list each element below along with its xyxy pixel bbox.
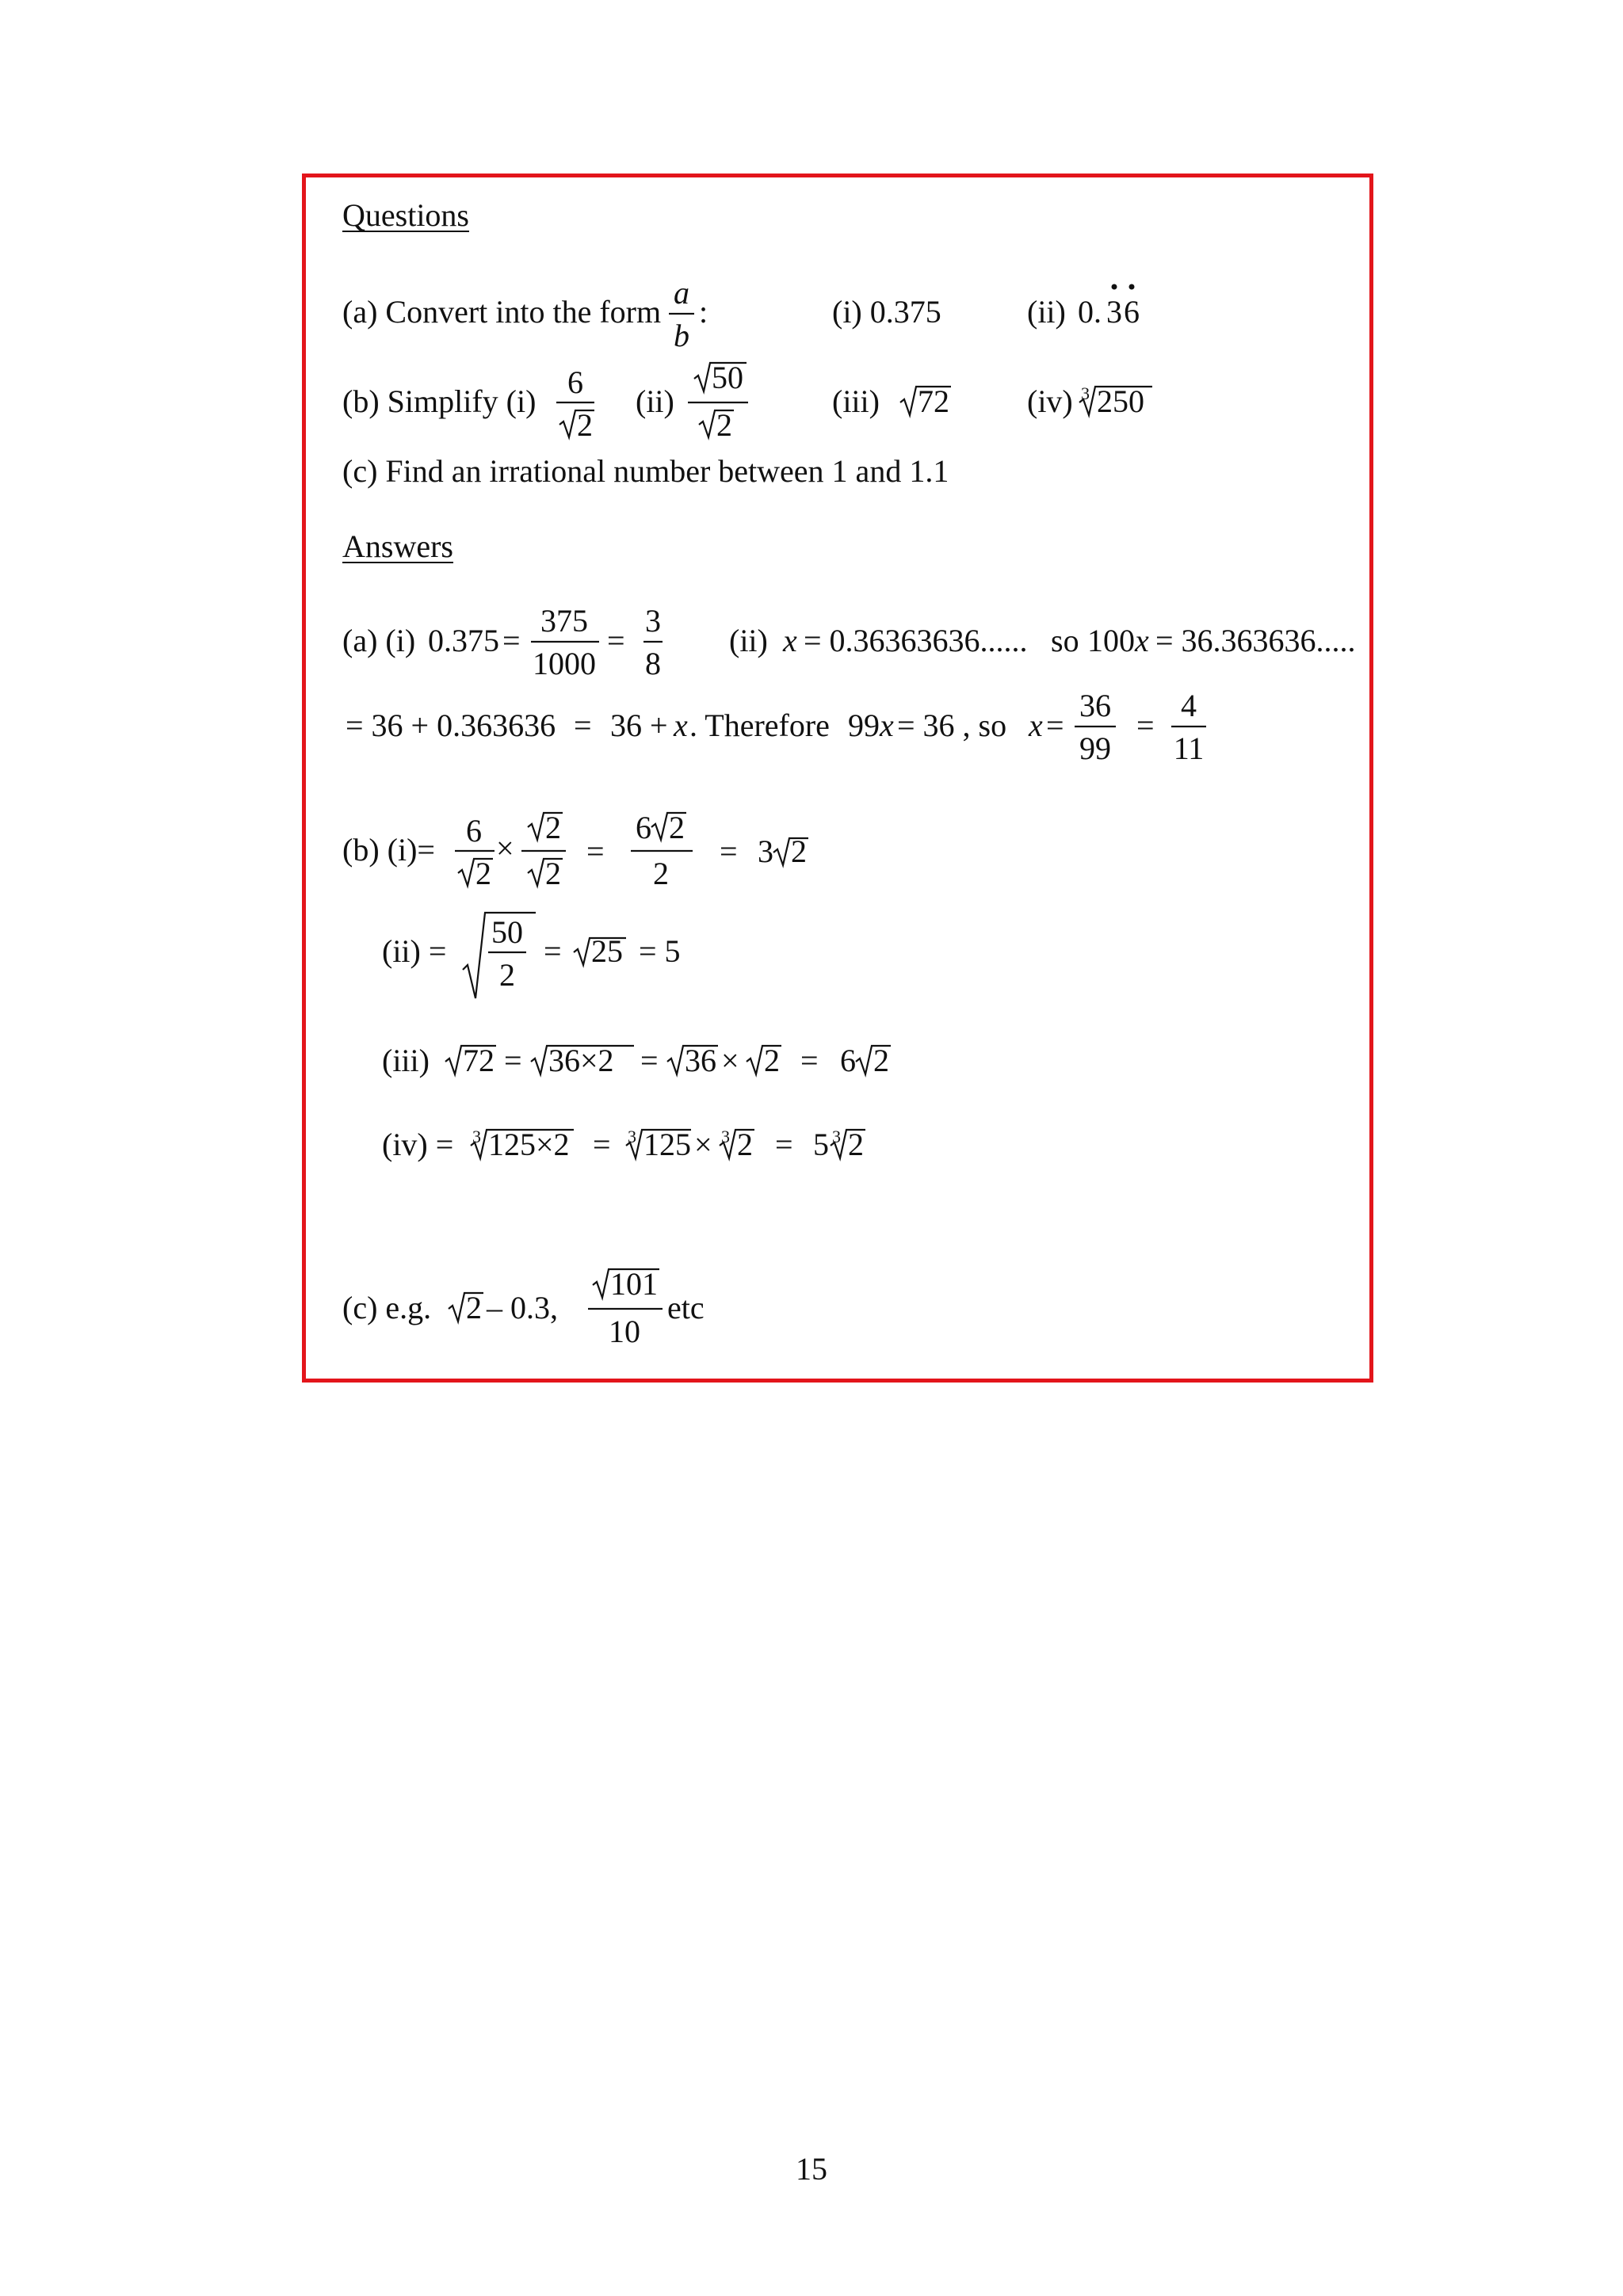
variable-x: x (674, 707, 688, 743)
answer-c (341, 1264, 975, 1360)
hundred: 100 (1087, 623, 1135, 658)
form-denominator: b (674, 318, 689, 353)
equals: = (593, 1127, 611, 1162)
therefore-text: . Therefore (689, 707, 830, 743)
numerator: 36 (1079, 688, 1111, 723)
equals: = (1046, 707, 1064, 743)
result-radicand: 2 (791, 833, 807, 869)
answer-b-iv (380, 1111, 1014, 1174)
denominator: 10 (609, 1314, 640, 1349)
times-sign: × (694, 1127, 712, 1162)
equals: = (720, 833, 738, 869)
denominator: 8 (645, 646, 661, 681)
numerator: 375 (540, 603, 588, 639)
answer-b-i (341, 807, 1054, 902)
cube-root-index: 3 (628, 1127, 636, 1146)
denominator: 2 (653, 856, 669, 891)
decimal-expansion: = 0.36363636...... (804, 623, 1028, 658)
cube-root-index: 3 (1081, 383, 1090, 403)
answer-a-ii-label: (ii) (729, 623, 768, 658)
b-iv-radicand: 250 (1097, 383, 1144, 419)
times-sign: × (721, 1043, 739, 1078)
numerator: 3 (645, 603, 661, 639)
numerator: 50 (491, 914, 523, 950)
question-a-ii-label: (ii) (1027, 294, 1066, 330)
minus-expression: – 0.3, (487, 1290, 558, 1325)
numerator: 6 (636, 810, 651, 845)
recurring-dot (1129, 284, 1135, 290)
recurring-dot (1112, 284, 1117, 290)
radicand: 36 (685, 1043, 716, 1078)
answer-b-lead: (b) (i)= (342, 832, 435, 868)
question-b-lead: (b) Simplify (i) (342, 383, 537, 419)
sum-expression: = 36 + 0.363636 (346, 707, 556, 743)
result-radicand: 2 (848, 1127, 864, 1162)
answer-c-lead: (c) e.g. (342, 1290, 432, 1325)
result-coefficient: 3 (758, 833, 773, 869)
answer-b-ii-lead: (ii) = (382, 933, 447, 969)
equals: = (586, 833, 605, 869)
denominator: 99 (1079, 730, 1111, 766)
answer-a-line1 (341, 598, 1371, 685)
recurring-digit-3: 3 (1106, 294, 1122, 330)
equals: = (544, 933, 562, 969)
form-colon: : (699, 294, 708, 330)
variable-x: x (880, 707, 894, 743)
so-text: = 36 , so (897, 707, 1007, 743)
radicand: 2 (466, 1290, 482, 1325)
question-b-iii-label: (iii) (832, 383, 880, 419)
variable-x: x (1029, 707, 1043, 743)
cube-root-index: 3 (832, 1127, 841, 1146)
question-b-iv-label: (iv) (1027, 383, 1073, 419)
numerator-radicand: 2 (669, 810, 685, 845)
radicand: 2 (764, 1043, 780, 1078)
answer-a-line2 (341, 683, 1371, 770)
variable-x: x (1135, 623, 1149, 658)
answer-b-ii (380, 903, 935, 1006)
result-radicand: 2 (873, 1043, 889, 1078)
denominator: 2 (545, 856, 561, 891)
equals: = (574, 707, 592, 743)
numerator: 4 (1181, 688, 1197, 723)
radicand: 2 (737, 1127, 753, 1162)
radicand: 25 (591, 933, 623, 969)
cube-root-index: 3 (472, 1127, 481, 1146)
page-number: 15 (796, 2151, 827, 2187)
denominator: 2 (475, 856, 491, 891)
answer-b-iii (380, 1027, 1014, 1090)
cube-root-index: 3 (721, 1127, 730, 1146)
b-ii-numerator: 50 (712, 360, 743, 395)
variable-x: x (783, 623, 797, 658)
result-coefficient: 5 (813, 1127, 829, 1162)
equals: = (1136, 707, 1155, 743)
equals: = (502, 623, 521, 658)
answer-b-iii-lead: (iii) (382, 1043, 430, 1078)
equals: = (504, 1043, 522, 1078)
radicand: 72 (463, 1043, 495, 1078)
numerator: 101 (610, 1266, 658, 1302)
ninety-nine: 99 (848, 707, 880, 743)
answers-heading: Answers (342, 528, 453, 564)
radicand: 125×2 (488, 1127, 570, 1162)
decimal-expansion-100x: = 36.363636..... (1155, 623, 1356, 658)
etc-word: etc (667, 1290, 705, 1325)
times-sign: × (496, 830, 514, 866)
b-i-numerator: 6 (567, 364, 583, 400)
radicand: 125 (643, 1127, 691, 1162)
question-a-i: (i) 0.375 (832, 294, 941, 330)
answer-a-lead: (a) (i) (342, 623, 416, 658)
question-b (341, 358, 1212, 453)
questions-heading: Questions (342, 197, 469, 233)
result: = 5 (639, 933, 681, 969)
so-word: so (1051, 623, 1079, 658)
b-iii-radicand: 72 (918, 383, 949, 419)
denominator: 11 (1173, 730, 1205, 766)
numerator: 6 (466, 813, 482, 849)
b-ii-denominator: 2 (716, 407, 732, 443)
numerator: 2 (545, 810, 561, 845)
question-c: (c) Find an irrational number between 1 and 1.1 (342, 453, 949, 489)
question-a (341, 269, 1212, 357)
b-i-denominator: 2 (577, 407, 593, 443)
sum-expression-x: 36 + (610, 707, 668, 743)
result-coefficient: 6 (840, 1043, 856, 1078)
answer-b-iv-lead: (iv) = (382, 1127, 454, 1162)
equals: = (800, 1043, 819, 1078)
recurring-digit-6: 6 (1124, 294, 1140, 330)
recurring-prefix: 0. (1078, 294, 1102, 330)
equals: = (607, 623, 625, 658)
denominator: 2 (499, 957, 515, 993)
equals: = (775, 1127, 793, 1162)
answer-a-value: 0.375 (428, 623, 499, 658)
question-b-ii-label: (ii) (636, 383, 674, 419)
denominator: 1000 (533, 646, 596, 681)
question-a-lead: (a) Convert into the form (342, 294, 662, 330)
form-numerator: a (674, 275, 689, 311)
radicand: 36×2 (548, 1043, 614, 1078)
equals: = (640, 1043, 659, 1078)
